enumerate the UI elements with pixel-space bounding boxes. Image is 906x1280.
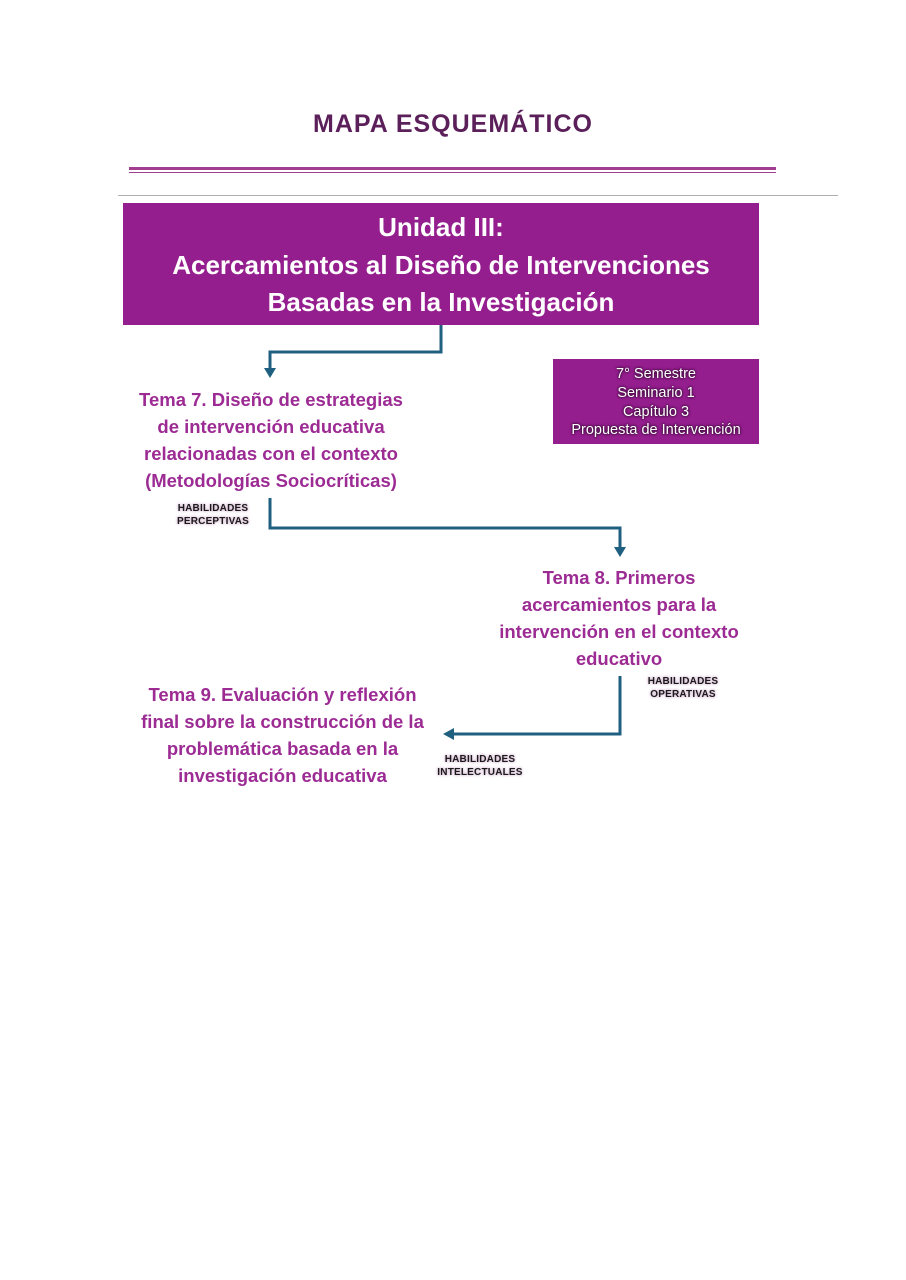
semester-label: 7° Semestre bbox=[616, 366, 696, 382]
topic-tema-8 bbox=[474, 564, 764, 672]
arrowhead-tema7 bbox=[264, 368, 276, 378]
unit-subtitle-line-1: Acercamientos al Diseño de Intervenciones bbox=[172, 249, 710, 280]
skill-label-intelectuales bbox=[428, 754, 532, 779]
topic-line: (Metodologías Sociocríticas) bbox=[145, 470, 397, 491]
skill-line: INTELECTUALES bbox=[437, 766, 523, 778]
proposal-label: Propuesta de Intervención bbox=[571, 422, 741, 439]
page-title: MAPA ESQUEMÁTICO bbox=[313, 110, 593, 138]
unit-title: Unidad III: bbox=[378, 212, 504, 242]
skill-line: OPERATIVAS bbox=[650, 688, 716, 700]
connector-tema7-to-tema8 bbox=[270, 498, 620, 549]
arrowhead-tema9 bbox=[443, 728, 454, 740]
topic-tema-7 bbox=[126, 386, 416, 494]
topic-line: Tema 9. Evaluación y reflexión bbox=[148, 684, 417, 705]
topic-tema-9 bbox=[130, 681, 435, 789]
topic-line: Tema 8. Primeros bbox=[542, 567, 696, 588]
skill-line: HABILIDADES bbox=[177, 503, 249, 514]
topic-line: final sobre la construcción de la bbox=[141, 711, 424, 732]
topic-line: acercamientos para la bbox=[521, 594, 717, 615]
skill-label-operativas bbox=[636, 676, 730, 701]
seminar-label: Seminario 1 bbox=[617, 384, 695, 401]
topic-line: educativo bbox=[575, 648, 663, 669]
skill-line: HABILIDADES bbox=[647, 676, 719, 687]
connector-unit-to-tema7 bbox=[270, 325, 441, 370]
chapter-label: Capítulo 3 bbox=[622, 403, 690, 420]
connector-tema8-to-tema9 bbox=[452, 676, 620, 734]
topic-line: de intervención educativa bbox=[157, 416, 385, 437]
topic-line: investigación educativa bbox=[178, 765, 387, 786]
topic-line: intervención en el contexto bbox=[499, 621, 739, 642]
topic-line: relacionadas con el contexto bbox=[144, 443, 398, 464]
topic-line: Tema 7. Diseño de estrategias bbox=[139, 389, 403, 410]
unit-subtitle-line-2: Basadas en la Investigación bbox=[267, 287, 615, 317]
skill-line: HABILIDADES bbox=[444, 754, 516, 765]
arrowhead-tema8 bbox=[614, 547, 626, 557]
skill-line: PERCEPTIVAS bbox=[176, 515, 250, 527]
skill-label-perceptivas bbox=[166, 503, 260, 528]
topic-line: problemática basada en la bbox=[166, 738, 399, 759]
